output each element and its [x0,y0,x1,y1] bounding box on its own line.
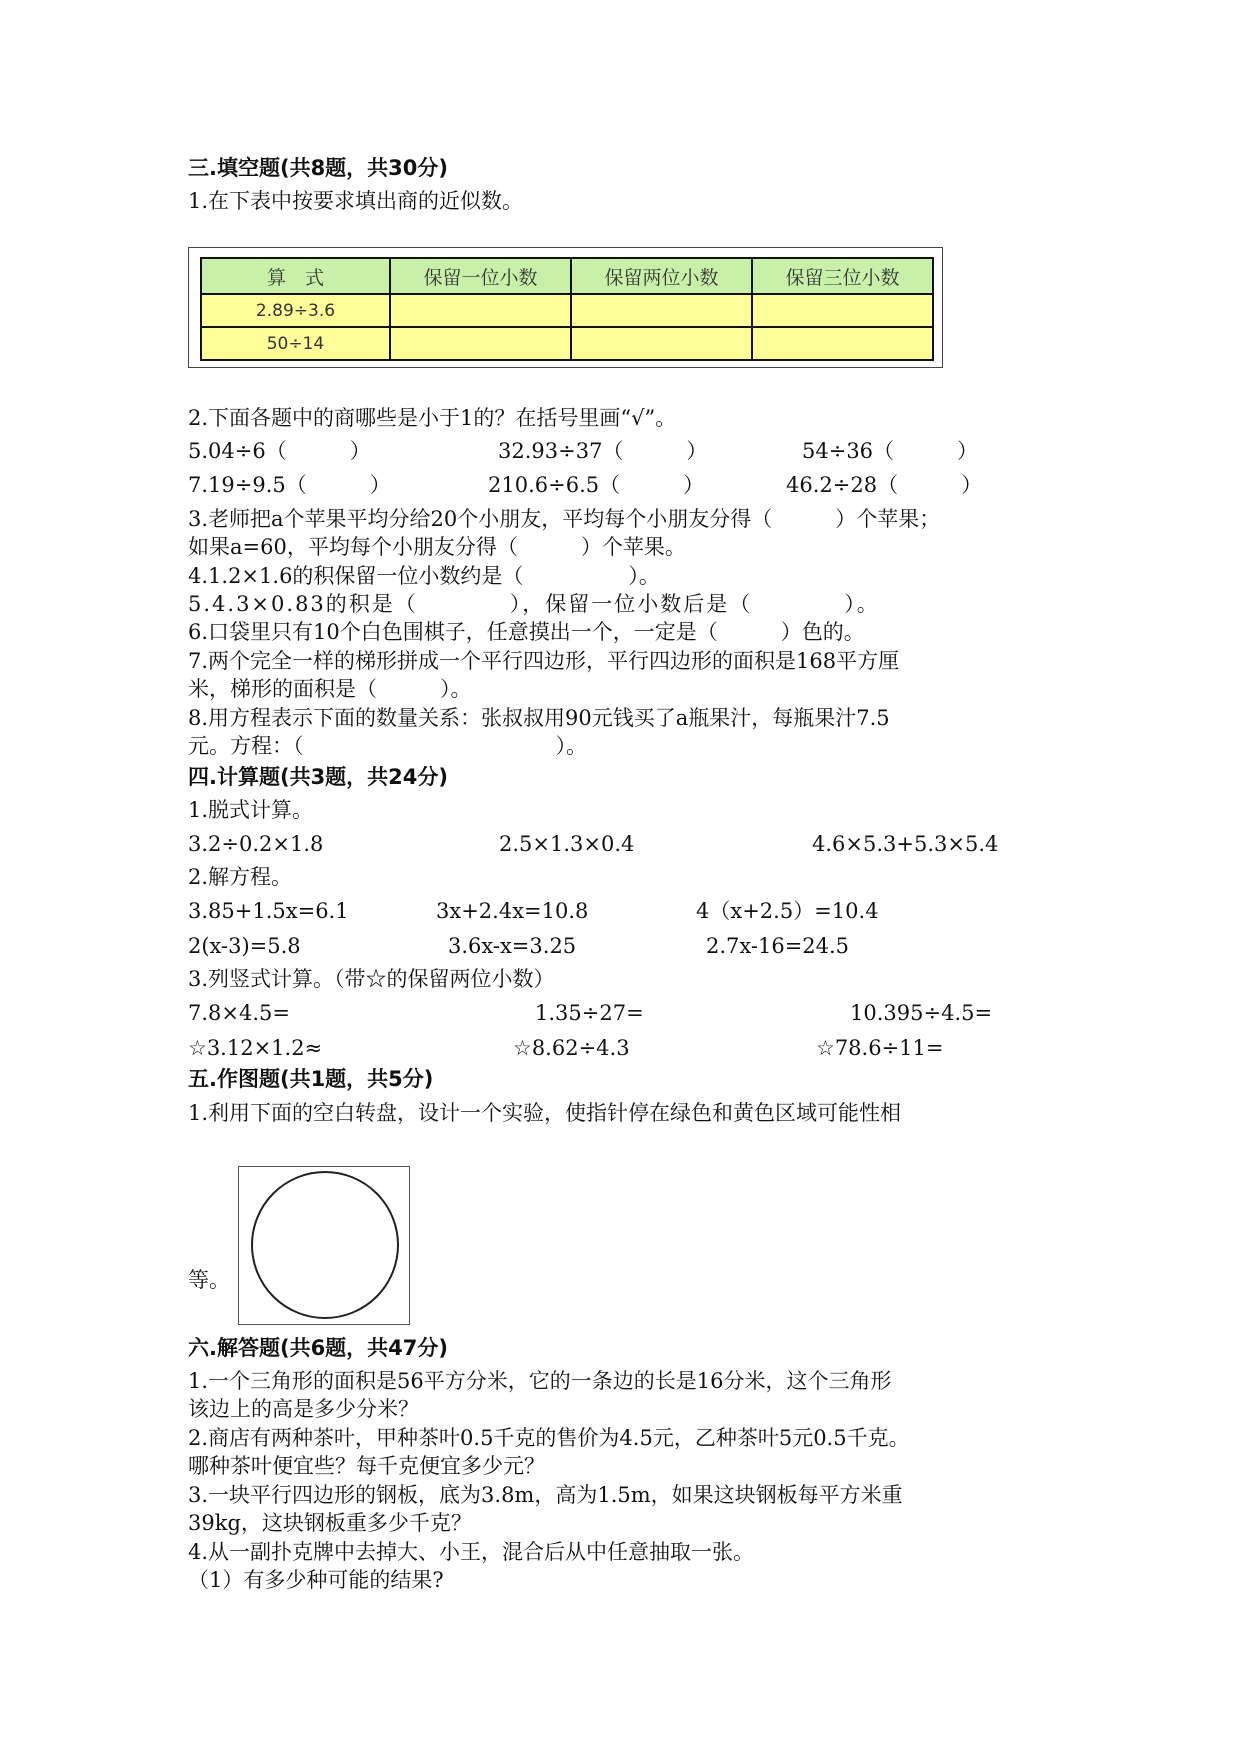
blank-spinner-box [238,1166,410,1325]
s4-q1-items [188,830,1048,858]
table-row [201,294,933,327]
q2-items-row-1 [188,437,1048,465]
s4-question-3: 3.列竖式计算。（带☆的保留两位小数） [188,967,555,991]
q2-item: 32.93÷37（ ） [498,439,708,463]
q2-items-row-2 [188,471,1048,499]
s6-question-1-line-2: 该边上的高是多少分米？ [188,1397,419,1421]
s4-q3-item: ☆8.62÷4.3 [513,1036,630,1060]
s4-q2-items-row-1 [188,897,1048,925]
s6-question-2-line-1: 2.商店有两种茶叶，甲种茶叶0.5千克的售价为4.5元，乙种茶叶5元0.5千克。 [188,1426,910,1450]
s4-q3-item: 1.35÷27= [535,1001,644,1025]
s4-q2-item: 2.7x-16=24.5 [706,934,850,958]
s3-question-3-line-1: 3.老师把a个苹果平均分给20个小朋友，平均每个小朋友分得（ ）个苹果； [188,507,941,531]
s4-q2-items-row-2 [188,932,1048,960]
table-answer-cell[interactable] [390,294,571,327]
section-3-title: 三.填空题(共8题，共30分) [188,156,449,180]
q2-item: 210.6÷6.5（ ） [488,473,705,497]
s6-question-3-line-2: 39kg，这块钢板重多少千克？ [188,1511,472,1535]
s4-q1-item: 4.6×5.3+5.3×5.4 [812,832,999,856]
approximation-table [200,257,934,361]
s4-q3-item: 7.8×4.5= [188,1001,290,1025]
table-header-cell: 保留两位小数 [571,258,752,294]
table-answer-cell[interactable] [571,294,752,327]
s4-q2-item: 3x+2.4x=10.8 [436,899,589,923]
section-4-title: 四.计算题(共3题，共24分) [188,765,449,789]
table-answer-cell[interactable] [752,327,933,360]
s3-question-8-line-1: 8.用方程表示下面的数量关系：张叔叔用90元钱买了a瓶果汁，每瓶果汁7.5 [188,706,890,730]
q2-item: 54÷36（ ） [802,439,979,463]
s4-q2-item: 3.85+1.5x=6.1 [188,899,349,923]
s3-question-5: 5.4.3×0.83的积是（ ），保留一位小数后是（ ）。 [188,592,880,616]
q2-item: 5.04÷6（ ） [188,439,371,463]
q2-item: 46.2÷28（ ） [786,473,983,497]
s4-q2-item: 2(x-3)=5.8 [188,934,301,958]
s4-q3-item: ☆78.6÷11= [816,1036,944,1060]
approximation-table-frame [188,247,943,368]
s3-question-2: 2.下面各题中的商哪些是小于1的？在括号里画“√”。 [188,406,677,430]
section-5-title: 五.作图题(共1题，共5分) [188,1067,434,1091]
s4-q1-item: 2.5×1.3×0.4 [499,832,635,856]
table-expression-cell: 50÷14 [201,327,390,360]
table-answer-cell[interactable] [390,327,571,360]
s4-q2-item: 4（x+2.5）=10.4 [696,899,879,923]
table-answer-cell[interactable] [571,327,752,360]
s3-question-7-line-1: 7.两个完全一样的梯形拼成一个平行四边形，平行四边形的面积是168平方厘 [188,649,900,673]
s3-question-6: 6.口袋里只有10个白色围棋子，任意摸出一个，一定是（ ）色的。 [188,620,865,644]
s3-question-7-line-2: 米，梯形的面积是（ ）。 [188,677,472,701]
s3-question-4: 4.1.2×1.6的积保留一位小数约是（ ）。 [188,564,660,588]
section-6-title: 六.解答题(共6题，共47分) [188,1336,449,1360]
s5-question-1-line-1: 1.利用下面的空白转盘，设计一个实验，使指针停在绿色和黄色区域可能性相 [188,1101,902,1125]
s6-question-4-line-1: 4.从一副扑克牌中去掉大、小王，混合后从中任意抽取一张。 [188,1540,755,1564]
table-row [201,327,933,360]
s6-question-1-line-1: 1.一个三角形的面积是56平方分米，它的一条边的长是16分米，这个三角形 [188,1369,892,1393]
table-answer-cell[interactable] [752,294,933,327]
s4-question-2: 2.解方程。 [188,865,293,889]
s3-question-8-line-2: 元。方程：（ ）。 [188,734,587,758]
s4-question-1: 1.脱式计算。 [188,798,314,822]
s6-question-2-line-2: 哪种茶叶便宜些？每千克便宜多少元？ [188,1454,545,1478]
s5-question-1-line-2: 等。 [188,1268,230,1292]
s4-q3-item: ☆3.12×1.2≈ [188,1036,323,1060]
blank-spinner-circle [239,1167,409,1324]
s4-q2-item: 3.6x-x=3.25 [448,934,577,958]
s3-question-1: 1.在下表中按要求填出商的近似数。 [188,189,524,213]
s4-q3-items-row-2 [188,1034,1048,1062]
q2-item: 7.19÷9.5（ ） [188,473,391,497]
s4-q3-items-row-1 [188,999,1048,1027]
s3-question-3-line-2: 如果a=60，平均每个小朋友分得（ ）个苹果。 [188,535,686,559]
s6-question-4-line-2: （1）有多少种可能的结果? [188,1568,444,1592]
table-header-row [201,258,933,294]
s4-q3-item: 10.395÷4.5= [850,1001,993,1025]
table-expression-cell: 2.89÷3.6 [201,294,390,327]
s4-q1-item: 3.2÷0.2×1.8 [188,832,324,856]
table-header-cell: 保留三位小数 [752,258,933,294]
s6-question-3-line-1: 3.一块平行四边形的钢板，底为3.8m，高为1.5m，如果这块钢板每平方米重 [188,1483,903,1507]
table-header-cell: 算 式 [201,258,390,294]
table-header-cell: 保留一位小数 [390,258,571,294]
